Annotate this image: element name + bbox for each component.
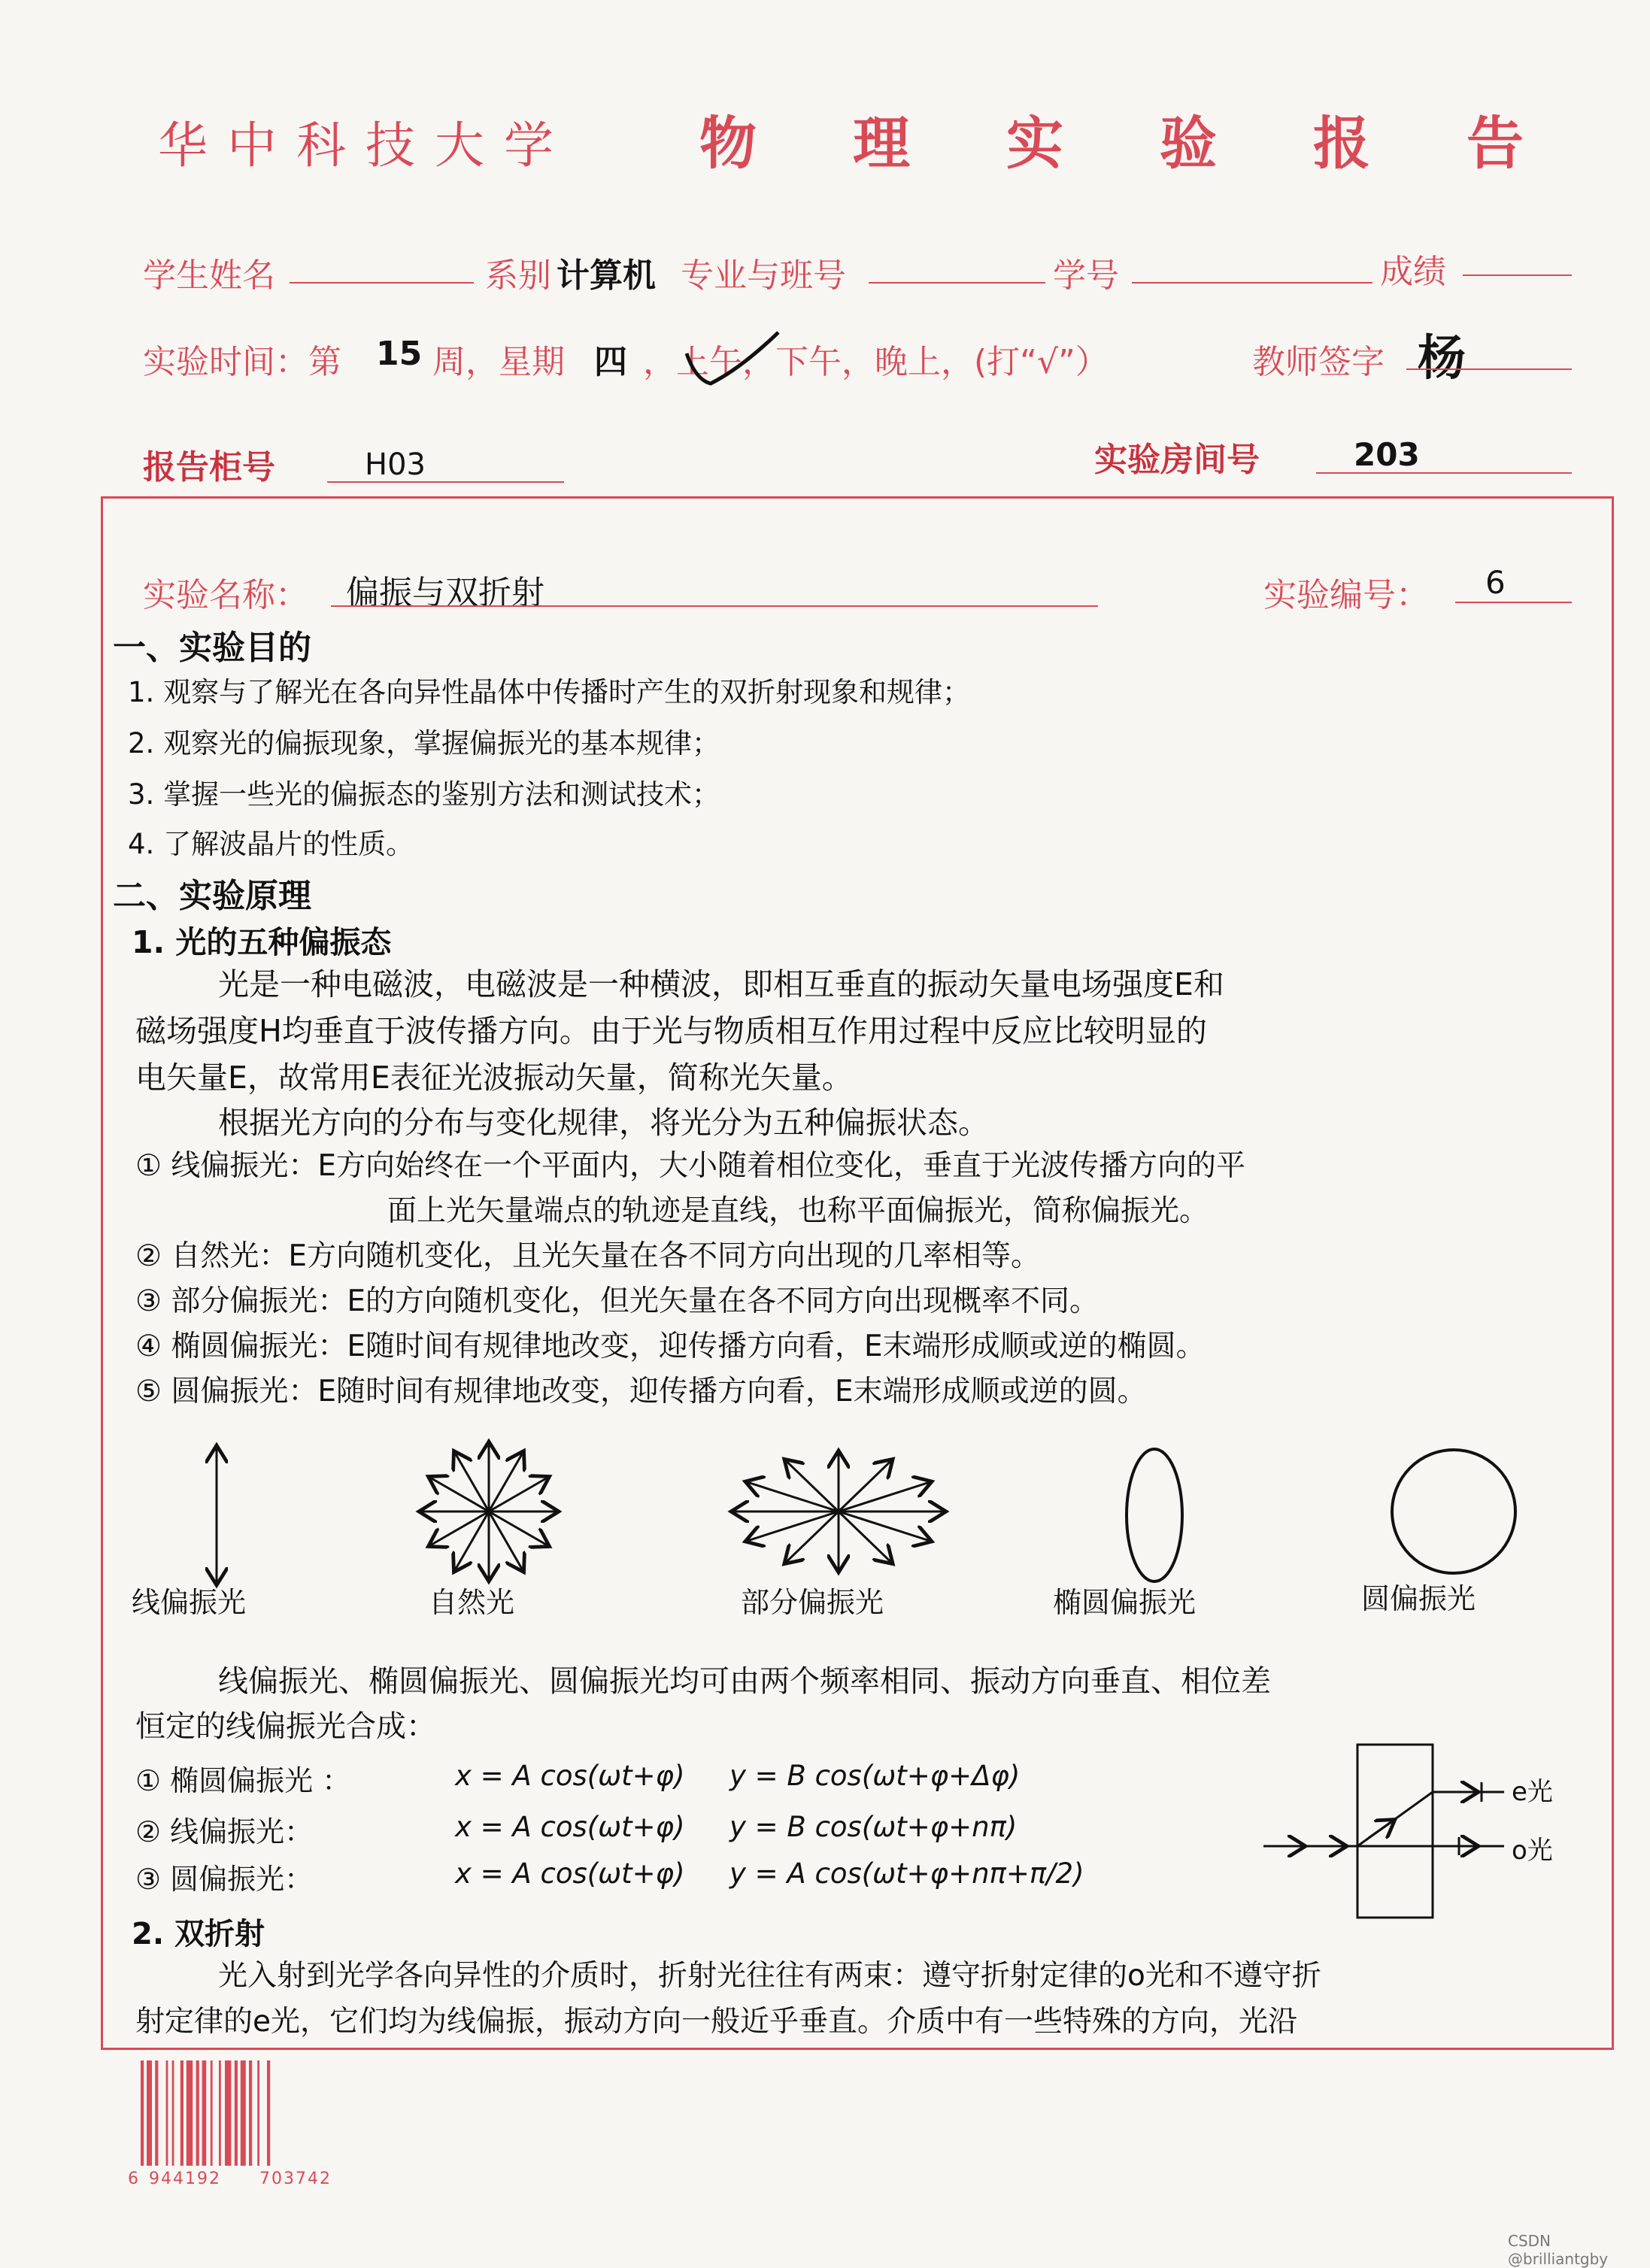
elliptical-polarization-diagram bbox=[1127, 1449, 1182, 1581]
barcode-bar bbox=[241, 2060, 246, 2166]
department-value: 计算机 bbox=[557, 256, 656, 295]
section-2-title: 二、实验原理 bbox=[113, 877, 311, 915]
cabinet-value: H03 bbox=[365, 447, 426, 482]
watermark: CSDN @brilliantgby bbox=[1508, 2232, 1609, 2268]
state-item: ⑤ 圆偏振光：E随时间有规律地改变，迎传播方向看，E末端形成顺或逆的圆。 bbox=[135, 1375, 1147, 1408]
barcode-bar bbox=[257, 2060, 259, 2166]
cabinet-line bbox=[327, 481, 564, 483]
diagram-label: 椭圆偏振光 bbox=[1053, 1586, 1197, 1619]
barcode-digits-mid: 944192 bbox=[149, 2169, 221, 2188]
equation-y: y = B cos(ωt+φ+nπ) bbox=[729, 1811, 1018, 1843]
subsection-1-title: 1. 光的五种偏振态 bbox=[132, 924, 392, 960]
subsection-2-title: 2. 双折射 bbox=[132, 1917, 265, 1951]
diagram-label: 线偏振光 bbox=[132, 1586, 247, 1619]
diagram-label: 圆偏振光 bbox=[1361, 1582, 1476, 1615]
equation-label: ① 椭圆偏振光 ： bbox=[135, 1764, 351, 1797]
exp-number-label: 实验编号： bbox=[1263, 576, 1429, 614]
weekday-value: 四 bbox=[594, 343, 627, 381]
cabinet-label: 报告柜号 bbox=[143, 448, 275, 487]
equation-x: x = A cos(ωt+φ) bbox=[455, 1857, 685, 1890]
paragraph-line: 线偏振光、椭圆偏振光、圆偏振光均可由两个频率相同、振动方向垂直、相位差 bbox=[218, 1664, 1271, 1699]
teacher-sign-line bbox=[1406, 368, 1572, 370]
objective-item: 2. 观察光的偏振现象，掌握偏振光的基本规律； bbox=[128, 727, 720, 760]
department-label: 系别 bbox=[485, 256, 551, 295]
equation-y: y = B cos(ωt+φ+Δφ) bbox=[729, 1760, 1021, 1792]
equation-x: x = A cos(ωt+φ) bbox=[455, 1811, 685, 1843]
objective-item: 3. 掌握一些光的偏振态的鉴别方法和测试技术； bbox=[128, 778, 720, 811]
period-options: ，上午，下午，晚上，(打“√”） bbox=[643, 343, 1109, 381]
state-item: 面上光矢量端点的轨迹是直线，也称平面偏振光，简称偏振光。 bbox=[387, 1194, 1209, 1228]
grade-label: 成绩 bbox=[1380, 253, 1446, 291]
major-class-line bbox=[869, 282, 1045, 284]
objective-item: 4. 了解波晶片的性质。 bbox=[128, 828, 414, 860]
equation-label: ③ 圆偏振光： bbox=[135, 1863, 314, 1896]
equation-x: x = A cos(ωt+φ) bbox=[455, 1760, 685, 1792]
state-item: ① 线偏振光：E方向始终在一个平面内，大小随着相位变化，垂直于光波传播方向的平 bbox=[135, 1149, 1246, 1183]
major-class-label: 专业与班号 bbox=[681, 256, 846, 295]
teacher-signature: 杨 bbox=[1418, 331, 1466, 387]
barcode-bar bbox=[196, 2060, 199, 2166]
barcode-bar bbox=[225, 2060, 231, 2166]
paragraph-line: 磁场强度H均垂直于波传播方向。由于光与物质相互作用过程中反应比较明显的 bbox=[135, 1013, 1207, 1049]
exp-time-label: 实验时间：第 bbox=[143, 343, 341, 381]
student-id-label: 学号 bbox=[1053, 256, 1119, 295]
paragraph-line: 光入射到光学各向异性的介质时，折射光往往有两束：遵守折射定律的o光和不遵守折 bbox=[218, 1959, 1321, 1993]
room-label: 实验房间号 bbox=[1094, 441, 1260, 479]
section-1-title: 一、实验目的 bbox=[113, 629, 311, 667]
paragraph-line: 电矢量E，故常用E表征光波振动矢量，简称光矢量。 bbox=[135, 1060, 853, 1096]
state-item: ③ 部分偏振光：E的方向随机变化，但光矢量在各不同方向出现概率不同。 bbox=[135, 1284, 1099, 1318]
partial-polarization-diagram bbox=[733, 1453, 944, 1570]
diagram-label: 部分偏振光 bbox=[741, 1586, 884, 1619]
natural-light-diagram bbox=[421, 1444, 557, 1579]
o-light-label: o光 bbox=[1512, 1836, 1553, 1866]
exp-name-value: 偏振与双折射 bbox=[346, 574, 544, 612]
barcode-bar bbox=[219, 2060, 221, 2166]
state-item: ④ 椭圆偏振光：E随时间有规律地改变，迎传播方向看，E末端形成顺或逆的椭圆。 bbox=[135, 1330, 1206, 1363]
barcode bbox=[139, 2060, 365, 2169]
objective-item: 1. 观察与了解光在各向异性晶体中传播时产生的双折射现象和规律； bbox=[128, 676, 971, 708]
paragraph-line: 根据光方向的分布与变化规律，将光分为五种偏振状态。 bbox=[218, 1105, 989, 1141]
e-light-label: e光 bbox=[1512, 1777, 1553, 1807]
paragraph-line: 射定律的e光，它们均为线偏振，振动方向一般近乎垂直。介质中有一些特殊的方向，光沿 bbox=[135, 2005, 1297, 2039]
student-id-line bbox=[1132, 282, 1372, 284]
student-name-line bbox=[290, 282, 474, 284]
barcode-bar bbox=[202, 2060, 207, 2166]
exp-number-line bbox=[1455, 602, 1572, 603]
checkmark-icon bbox=[681, 323, 786, 391]
paragraph-line: 光是一种电磁波，电磁波是一种横波，即相互垂直的振动矢量电场强度E和 bbox=[218, 966, 1224, 1002]
exp-number-value: 6 bbox=[1485, 564, 1506, 601]
barcode-digits-right: 703742 bbox=[259, 2169, 332, 2188]
barcode-bar bbox=[155, 2060, 158, 2166]
diagram-label: 自然光 bbox=[429, 1586, 515, 1619]
grade-line bbox=[1463, 274, 1572, 276]
student-name-label: 学生姓名 bbox=[143, 256, 275, 295]
equation-y: y = A cos(ωt+φ+nπ+π/2) bbox=[729, 1857, 1084, 1890]
barcode-bar bbox=[172, 2060, 174, 2166]
circular-polarization-diagram bbox=[1392, 1450, 1515, 1573]
barcode-bar bbox=[235, 2060, 238, 2166]
room-value: 203 bbox=[1354, 436, 1420, 473]
barcode-bar bbox=[141, 2060, 144, 2166]
teacher-sign-label: 教师签字 bbox=[1252, 343, 1385, 381]
barcode-digit-left: 6 bbox=[128, 2169, 138, 2188]
barcode-bar bbox=[187, 2060, 193, 2166]
report-title: 物理实验报告 bbox=[699, 110, 1620, 177]
state-item: ② 自然光：E方向随机变化，且光矢量在各不同方向出现的几率相等。 bbox=[135, 1239, 1041, 1273]
barcode-bar bbox=[166, 2060, 168, 2166]
week-unit-label: 周，星期 bbox=[432, 343, 565, 381]
room-line bbox=[1316, 472, 1572, 474]
barcode-bar bbox=[267, 2060, 270, 2166]
barcode-bar bbox=[211, 2060, 213, 2166]
barcode-bar bbox=[147, 2060, 152, 2166]
week-value: 15 bbox=[376, 335, 423, 373]
barcode-bar bbox=[180, 2060, 184, 2166]
exp-name-line bbox=[331, 605, 1098, 607]
equation-label: ② 线偏振光： bbox=[135, 1815, 314, 1848]
exp-name-label: 实验名称： bbox=[143, 576, 308, 614]
barcode-bar bbox=[249, 2060, 252, 2166]
paragraph-line: 恒定的线偏振光合成： bbox=[135, 1709, 436, 1744]
university-name: 华中科技大学 bbox=[158, 117, 573, 174]
